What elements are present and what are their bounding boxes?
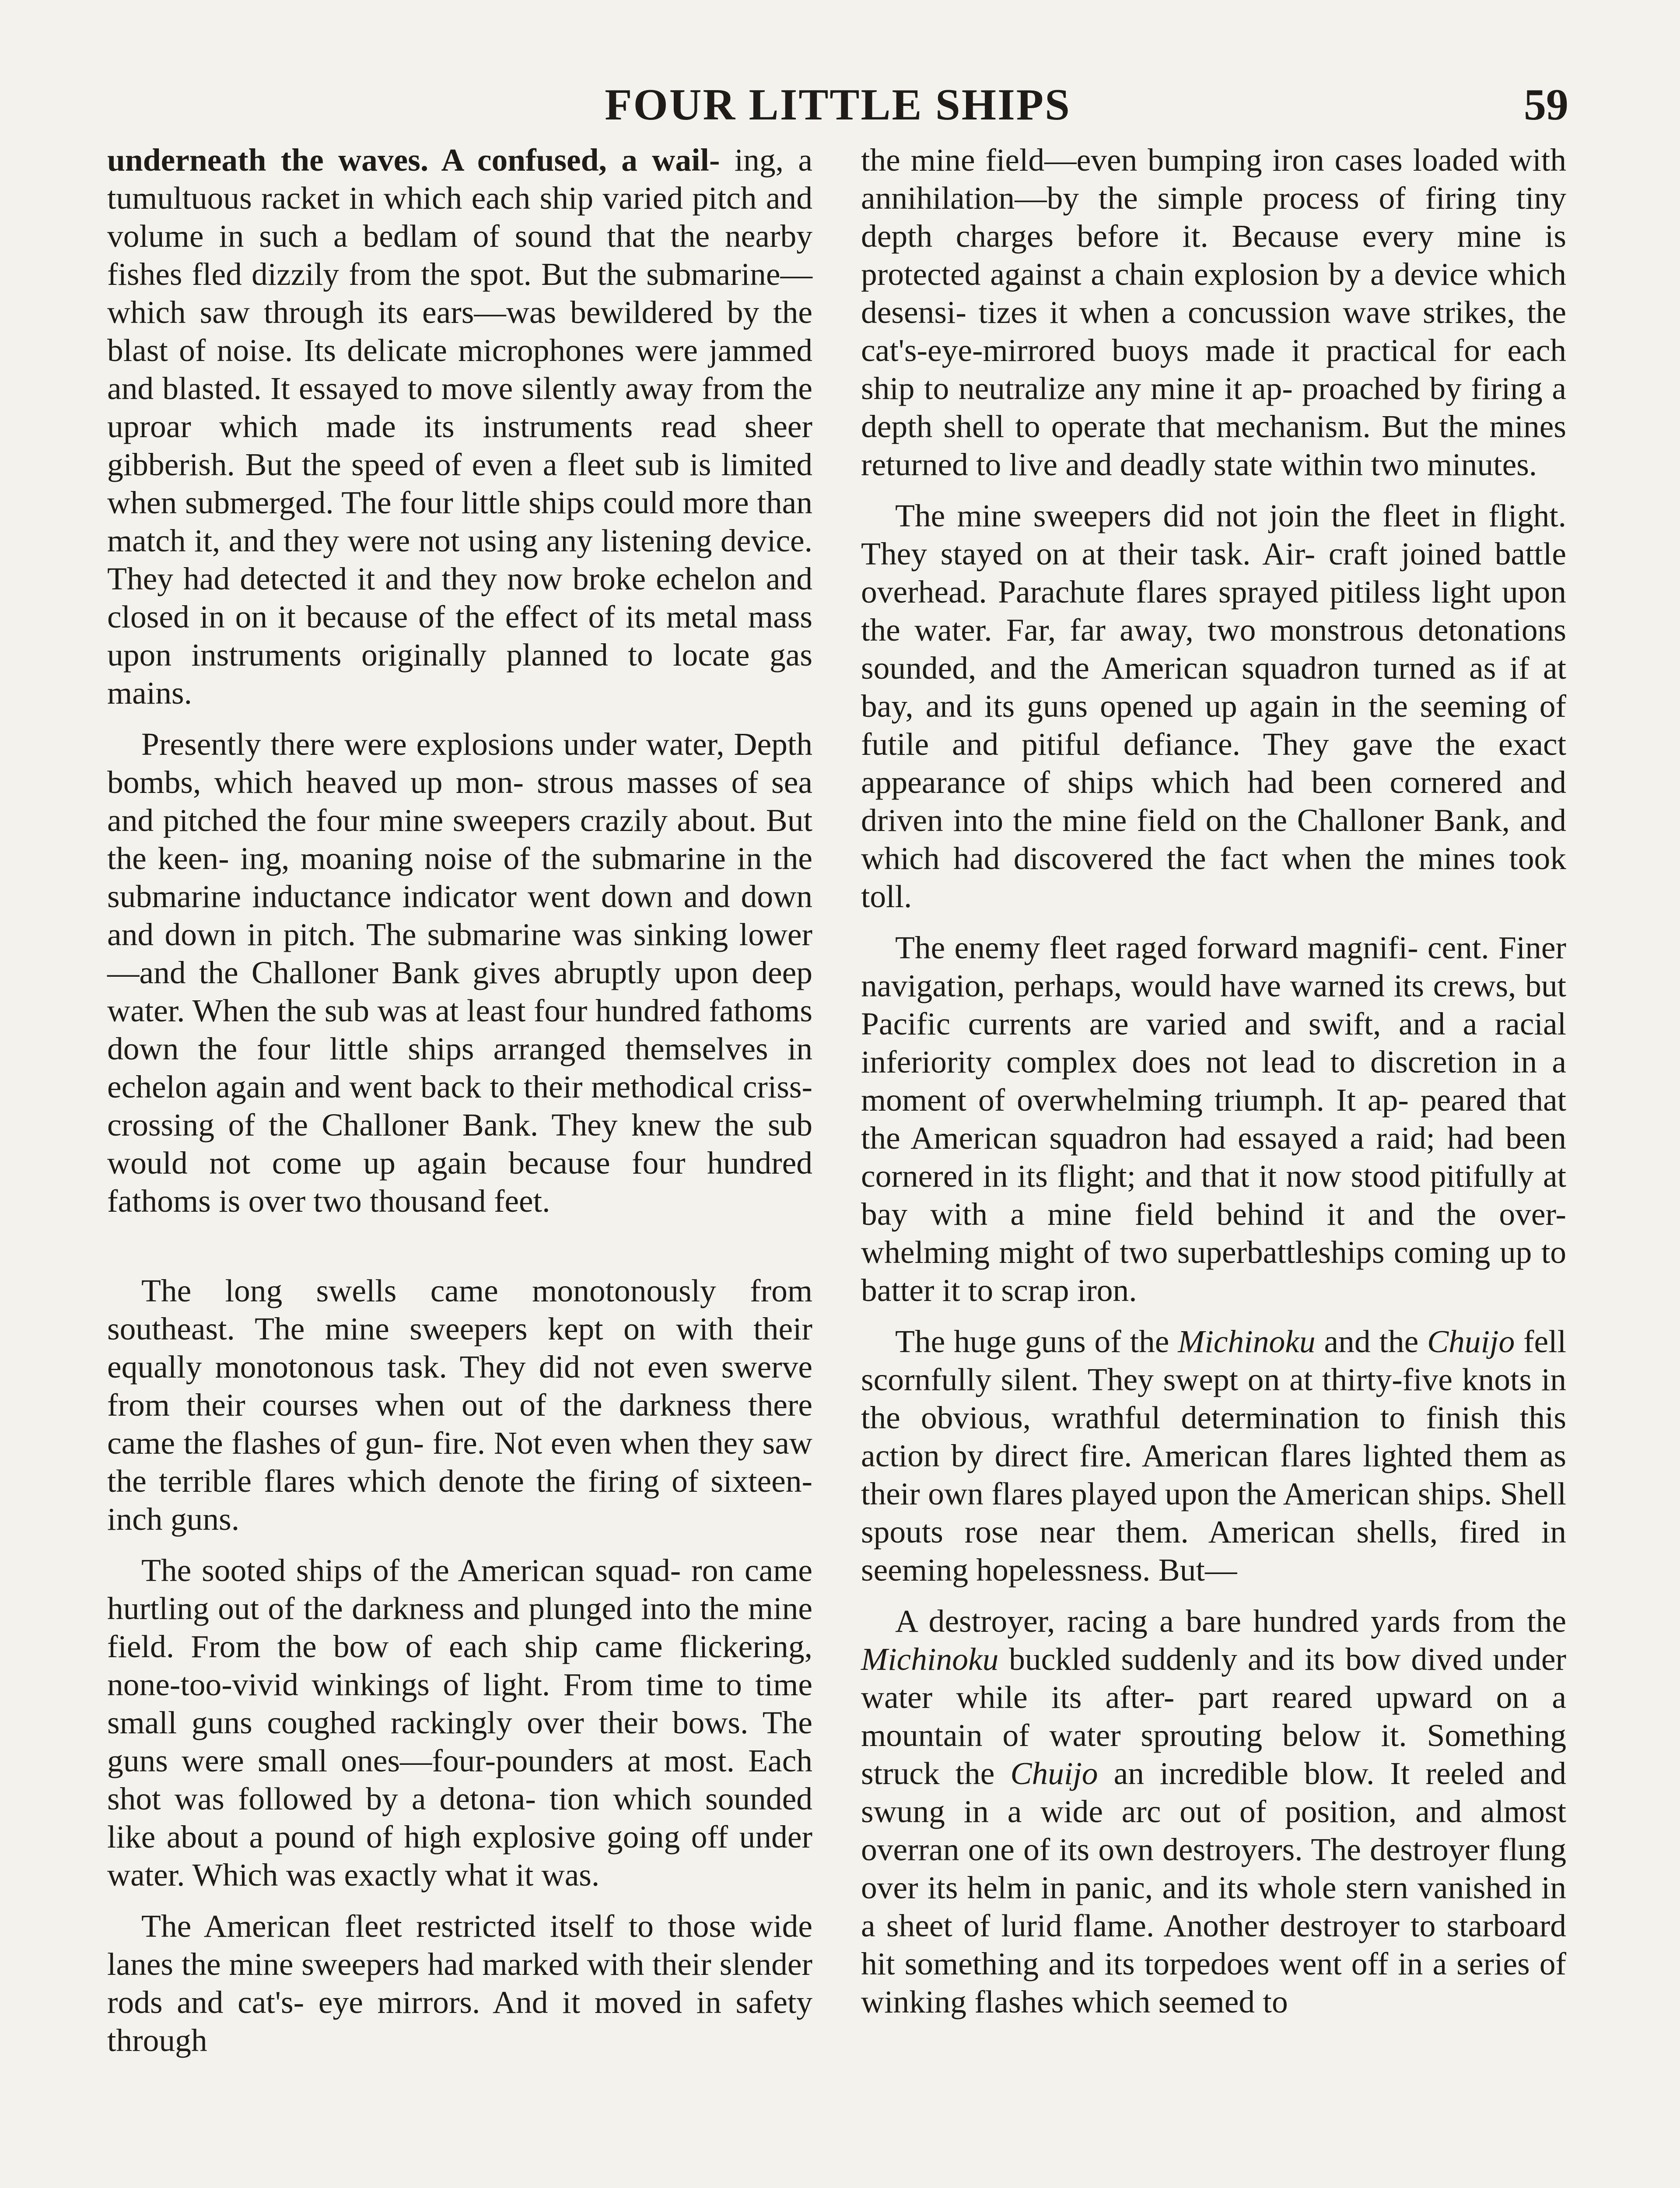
paragraph-text: A destroyer, racing a bare hundred yards from the [895,1603,1566,1639]
ship-name: Michinoku [1178,1324,1316,1359]
paragraph-text: The huge guns of the [895,1324,1178,1359]
running-title: FOUR LITTLE SHIPS [605,80,1071,130]
page-header [107,66,1568,144]
paragraph [861,1602,1566,2021]
paragraph: The American fleet restricted itself to those wide lanes the mine sweepers had marked with their slender rods and cat's- eye mirrors. And it moved in safety through [107,1908,812,2058]
ship-name: Chuijo [1427,1324,1515,1359]
paragraph-text: an incredible blow. It reeled and swung in a wide arc out of position, and almost overran one of its own destroyers. The destroyer flung over its helm in panic, and its whole stern vanished in a sheet of lurid flame. Another destroyer to starboard hit something and its torpedoes went off in a series of winking flashes which seemed to [861,1756,1566,2020]
paragraph: the mine field—even bumping iron cases loaded with annihilation—by the simple process of firing tiny depth charges before it. Because every mine is protected against a chain explosion by a device which desensi- tizes it when a concussion wave strikes, the cat's-eye-mirrored buoys made it practical for each ship to neutralize any mine it ap- proached by firing a depth shell to operate that mechanism. But the mines returned to live and deadly state within two minutes. [861,142,1566,482]
paragraph [861,1322,1566,1589]
paragraph-text: and the [1315,1324,1428,1359]
paragraph [107,141,812,712]
paragraph: The enemy fleet raged forward magnifi- cent. Finer navigation, perhaps, would have warned its crews, but Pacific currents are varied and swift, and a racial inferiority complex does not lead to discretion in a moment of overwhelming triumph. It ap- peared that the American squadron had essayed a raid; had been cornered in its flight; and that it now stood pitifully at bay with a mine field behind it and the over- whelming might of two superbattleships coming up to batter it to scrap iron. [861,930,1566,1308]
paragraph-text: ing, a tumultuous racket in which each ship varied pitch and volume in such a bedlam of sound that the nearby fishes fled dizzily from the spot. But the submarine—which saw through its ears—was bewildered by the blast of noise. Its delicate microphones were jammed and blasted. It essayed to move silently away from the uproar which made its instruments read sheer gibberish. But the speed of even a fleet sub is limited when submerged. The four little ships could more than match it, and they were not using any listening device. They had detected it and they now broke echelon and closed in on it because of the effect of its metal mass upon instruments originally planned to locate gas mains. [107,142,812,711]
paragraph: Presently there were explosions under water, Depth bombs, which heaved up mon- strous masses of sea and pitched the four mine sweepers crazily about. But the keen- ing, moaning noise of the submarine in the submarine inductance indicator went down and down and down in pitch. The submarine was sinking lower—and the Challoner Bank gives abruptly upon deep water. When the sub was at least four hundred fathoms down the four little ships arranged themselves in echelon again and went back to their methodical criss-crossing of the Challoner Bank. They knew the sub would not come up again because four hundred fathoms is over two thousand feet. [107,726,812,1219]
paragraph: The sooted ships of the American squad- ron came hurtling out of the darkness and plunged into the mine field. From the bow of each ship came flickering, none-too-vivid winkings of light. From time to time small guns coughed rackingly over their bows. The guns were small ones—four-pounders at most. Each shot was followed by a detona- tion which sounded like about a pound of high explosive going off under water. Which was exactly what it was. [107,1553,812,1893]
ship-name: Michinoku [861,1641,999,1677]
opening-line: underneath the waves. A confused, a wail- [107,142,720,178]
right-column [861,141,1566,2034]
left-column [107,141,812,2072]
paragraph-text: fell scornfully silent. They swept on at thirty-five knots in the obvious, wrathful determination to finish this action by direct fire. American flares lighted them as their own flares played upon the American ships. Shell spouts rose near them. American shells, fired in seeming hopelessness. But— [861,1324,1566,1588]
paragraph: The mine sweepers did not join the fleet in flight. They stayed on at their task. Air- craft joined battle overhead. Parachute flares sprayed pitiless light upon the water. Far, far away, two monstrous detonations sounded, and the American squadron turned as if at bay, and its guns opened up again in the seeming of futile and pitiful defiance. They gave the exact appearance of ships which had been cornered and driven into the mine field on the Challoner Bank, and which had discovered the fact when the mines took toll. [861,498,1566,914]
page-number: 59 [1524,80,1568,130]
paragraph: The long swells came monotonously from southeast. The mine sweepers kept on with their equally monotonous task. They did not even swerve from their courses when out of the darkness there came the flashes of gun- fire. Not even when they saw the terrible flares which denote the firing of sixteen-inch guns. [107,1273,812,1537]
paragraph-text: buckled suddenly and its bow dived under water while its after- part reared upward on a mountain of water sprouting below it. Something struck the [861,1641,1566,1791]
ship-name: Chuijo [1010,1756,1098,1791]
